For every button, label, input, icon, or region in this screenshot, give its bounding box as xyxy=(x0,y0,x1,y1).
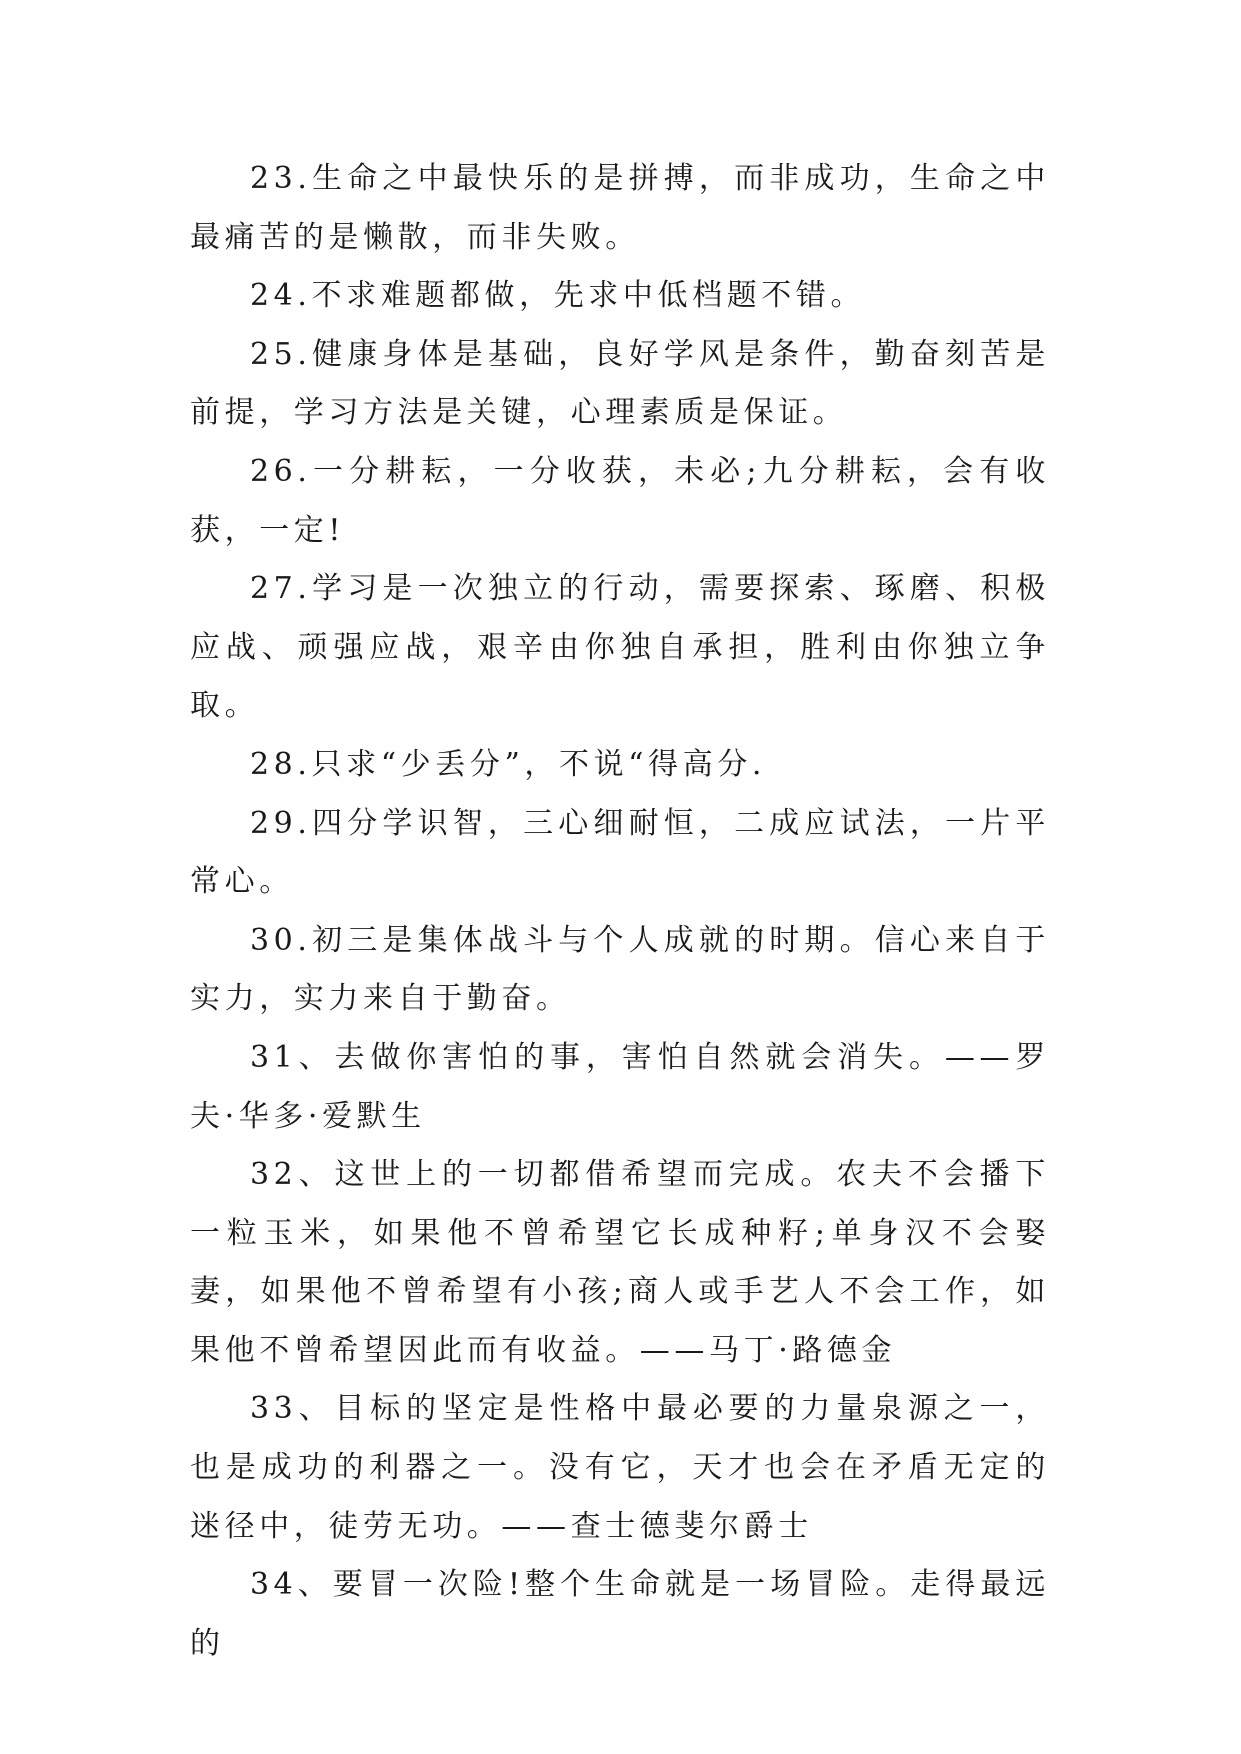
paragraph-27: 27.学习是一次独立的行动，需要探索、琢磨、积极应战、顽强应战，艰辛由你独自承担，胜利由你独立争取。 xyxy=(190,571,1050,724)
paragraph-25: 25.健康身体是基础，良好学风是条件，勤奋刻苦是前提，学习方法是关键，心理素质是保证。 xyxy=(190,336,1050,431)
paragraph-31: 31、去做你害怕的事，害怕自然就会消失。——罗夫·华多·爱默生 xyxy=(190,1039,1050,1134)
paragraph-33: 33、目标的坚定是性格中最必要的力量泉源之一，也是成功的利器之一。没有它，天才也会在矛盾无定的迷径中，徒劳无功。——查士德斐尔爵士 xyxy=(190,1391,1050,1544)
paragraph-32: 32、这世上的一切都借希望而完成。农夫不会播下一粒玉米，如果他不曾希望它长成种籽;单身汉不会娶妻，如果他不曾希望有小孩;商人或手艺人不会工作，如果他不曾希望因此而有收益。——马丁·路德金 xyxy=(190,1157,1050,1368)
document-body xyxy=(190,150,1050,1673)
paragraph-30: 30.初三是集体战斗与个人成就的时期。信心来自于实力，实力来自于勤奋。 xyxy=(190,922,1050,1017)
paragraph-23: 23.生命之中最快乐的是拼搏，而非成功，生命之中最痛苦的是懒散，而非失败。 xyxy=(190,161,1050,255)
paragraph-24: 24.不求难题都做，先求中低档题不错。 xyxy=(250,278,866,314)
paragraph-26: 26.一分耕耘，一分收获，未必;九分耕耘，会有收获，一定! xyxy=(190,453,1050,548)
paragraph-29: 29.四分学识智，三心细耐恒，二成应试法，一片平常心。 xyxy=(190,805,1050,900)
paragraph-34: 34、要冒一次险!整个生命就是一场冒险。走得最远的 xyxy=(190,1567,1050,1661)
paragraph-28: 28.只求“少丢分”，不说“得高分. xyxy=(250,746,767,782)
